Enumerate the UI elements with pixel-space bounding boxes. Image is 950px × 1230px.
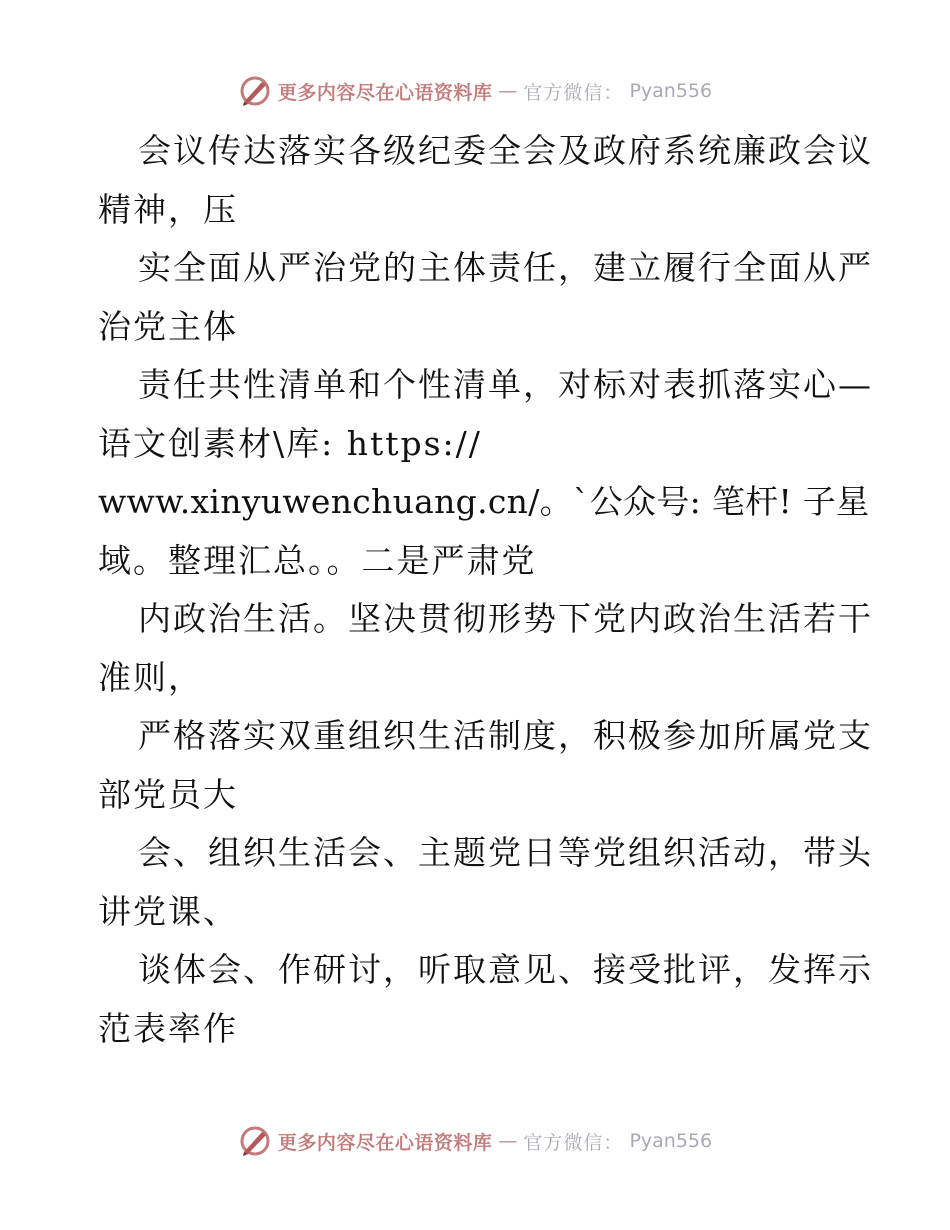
text-line: 域。整理汇总。。二是严肃党 xyxy=(98,540,537,580)
watermark-main-text: 更多内容尽在心语资料库 xyxy=(277,81,493,104)
footer-watermark xyxy=(0,1124,950,1158)
watermark-wechat-id: Pyan556 xyxy=(629,80,713,102)
text-line: 部党员大 xyxy=(98,774,238,814)
text-line: 实全面从严治党的主体责任，建立履行全面从严 xyxy=(138,248,873,287)
watermark-separator: — xyxy=(498,1130,518,1152)
document-body xyxy=(98,122,873,1058)
watermark-wechat-id: Pyan556 xyxy=(629,1130,713,1152)
header-watermark xyxy=(0,74,950,108)
text-line: 责任共性清单和个性清单，对标对表抓落实心— xyxy=(138,365,873,404)
watermark-wechat-label: 官方微信： xyxy=(523,1131,624,1154)
text-line: 会议传达落实各级纪委全会及政府系统廉政会议 xyxy=(138,131,873,170)
text-line: 范表率作 xyxy=(98,1008,238,1048)
text-line: 内政治生活。坚决贯彻形势下党内政治生活若干 xyxy=(138,599,873,638)
watermark-main-text: 更多内容尽在心语资料库 xyxy=(277,1131,493,1154)
text-line: 严格落实双重组织生活制度，积极参加所属党支 xyxy=(138,716,873,755)
watermark-separator: — xyxy=(498,80,518,102)
text-line: 谈体会、作研讨，听取意见、接受批评，发挥示 xyxy=(138,950,873,989)
text-line: 语文创素材\库: https:// xyxy=(98,423,482,463)
text-line: www.xinyuwenchuang.cn/。`公众号: 笔杆! 子星 xyxy=(98,482,870,521)
text-line: 治党主体 xyxy=(98,306,238,346)
watermark-wechat-label: 官方微信： xyxy=(523,81,624,104)
text-line: 讲党课、 xyxy=(98,891,238,931)
pen-circle-logo-icon xyxy=(238,1124,272,1158)
pen-circle-logo-icon xyxy=(238,74,272,108)
text-line: 准则， xyxy=(98,657,203,697)
text-line: 精神，压 xyxy=(98,189,238,229)
text-line: 会、组织生活会、主题党日等党组织活动，带头 xyxy=(138,833,873,872)
